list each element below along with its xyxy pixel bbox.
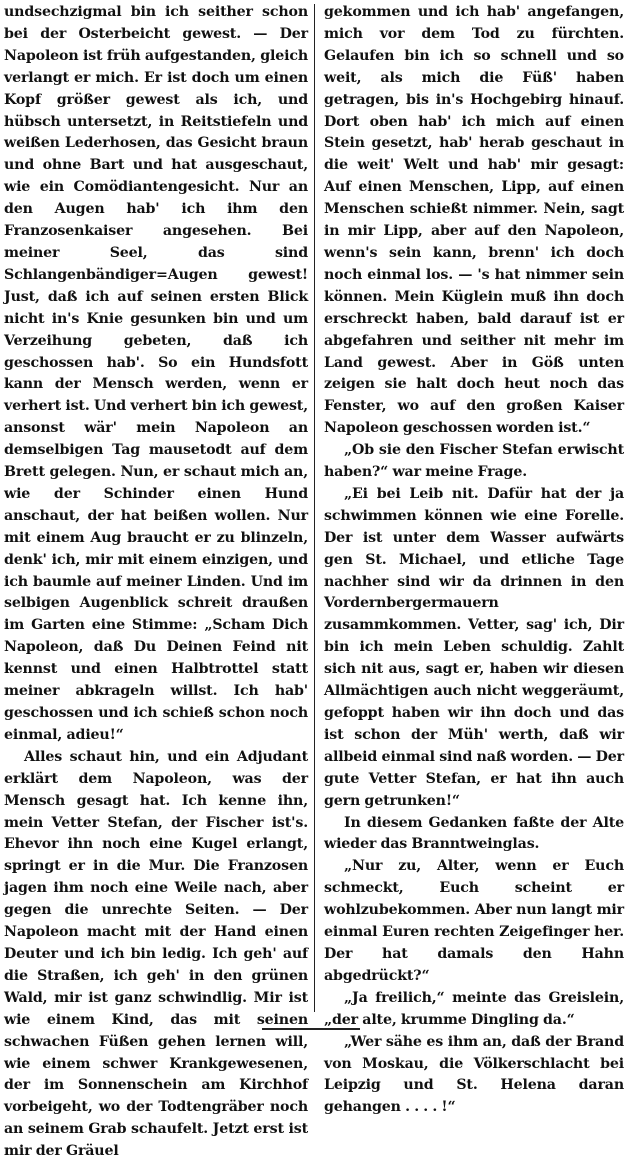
paragraph: undsechzigmal bin ich seither schon bei der Osterbeicht gewest. — Der Napoleon ist früh aufgestanden, gleich verlangt er mich. Er ist doch um einen Kopf größer gewest als ich, und hübsch untersetzt, in Reitstiefeln und weißen Lederhosen, das Gesicht braun und ohne Bart und hat ausgeschaut, wie ein Comödiantengesicht. Nur an den Augen hab' ich ihm den Franzosenkaiser angesehen. Bei meiner Seel, das sind Schlangenbändiger=Augen gewest! Just, daß ich auf seinen ersten Blick nicht in's Knie gesunken bin und um Verzeihung gebeten, daß ich geschossen hab'. So ein Hundsfott kann der Mensch werden, wenn er verhert ist. Und verhert bin ich gewest, ansonst wär' mein Napoleon an demselbigen Tag mausetodt auf dem Brett gelegen. Nun, er schaut mich an, wie der Schinder einen Hund anschaut, der hat beißen wollen. Nur mit einem Aug braucht er zu blinzeln, denk' ich, mir mit einem einzigen, und ich baumle auf meiner Linden. Und im selbigen Augenblick schreit draußen im Garten eine Stimme: „Scham Dich Napoleon, daß Du Deinen Feind nit kennst und einen Halbtrottel statt meiner abkrageln willst. Ich hab' geschossen und ich schieß schon noch einmal, adieu!“ (4, 4, 308, 743)
paragraph: „Wer sähe es ihm an, daß der Brand von Moskau, die Völkerschlacht bei Leipzig und St. Helena daran gehangen . . . . !“ (324, 1033, 624, 1116)
column-divider (314, 4, 315, 1012)
paragraph: Alles schaut hin, und ein Adjudant erklärt dem Napoleon, was der Mensch gesagt hat. Ich kenne ihn, mein Vetter Stefan, der Fischer ist's. Ehevor ihn noch eine Kugel erlangt, springt er in die Mur. Die Franzosen jagen ihm noch eine Weile nach, aber gegen die unrechte Seiten. — Der Napoleon macht mit der Hand einen Deuter und ich bin ledig. Ich geh' auf die Straßen, ich geh' in den grünen Wald, mir ist ganz schwindlig. Mir ist wie einem Kind, das mit seinen schwachen Füßen gehen lernen will, wie einem schwer Krankgewesenen, der im Sonnenschein am Kirchhof vorbeigeht, wo der Todtengräber noch an seinem Grab schaufelt. Jetzt erst ist mir der Gräuel (4, 748, 308, 1160)
paragraph: gekommen und ich hab' angefangen, mich vor dem Tod zu fürchten. Gelaufen bin ich so schnell und so weit, als mich die Füß' haben getragen, bis in's Hochgebirg hinauf. Dort oben hab' ich mich auf einen Stein gesetzt, hab' herab geschaut in die weit' Welt und hab' mir gesagt: Auf einen Menschen, Lipp, auf einen Menschen schießt nimmer. Nein, sagt in mir Lipp, aber auf den Napoleon, wenn's sein kann, brenn' ich doch noch einmal los. — 's hat nimmer sein können. Mein Küglein muß ihn doch erschreckt haben, bald darauf ist er abgefahren und seither nit mehr im Land gewest. Aber in Göß unten zeigen sie halt doch heut noch das Fenster, wo auf den großen Kaiser Napoleon geschossen worden ist.“ (324, 4, 624, 437)
paragraph: „Ob sie den Fischer Stefan erwischt haben?“ war meine Frage. (324, 442, 624, 481)
paragraph: In diesem Gedanken faßte der Alte wieder das Branntweinglas. (324, 814, 624, 853)
end-rule (262, 1028, 360, 1030)
paragraph: „Ei bei Leib nit. Dafür hat der ja schwimmen können wie eine Forelle. Der ist unter dem Wasser aufwärts gen St. Michael, und etliche Tage nachher sind wir da drinnen in den Vordernbergermauern zusammkommen. Vetter, sag' ich, Dir bin ich mein Leben schuldig. Zahlt sich nit aus, sagt er, haben wir diesen Allmächtigen auch nicht weggeräumt, gefoppt haben wir ihn doch und das ist schon der Müh' werth, daß wir allbeid einmal sind naß worden. — Der gute Vetter Stefan, er hat ihn auch gern getrunken!“ (324, 485, 624, 809)
left-column (4, 2, 308, 1163)
paragraph: „Ja freilich,“ meinte das Greislein, „der alte, krumme Dingling da.“ (324, 989, 624, 1028)
right-column (324, 2, 624, 1119)
paragraph: „Nur zu, Alter, wenn er Euch schmeckt, Euch scheint er wohlzubekommen. Aber nun langt mir einmal Euren rechten Zeigefinger her. Der hat damals den Hahn abgedrückt?“ (324, 858, 624, 984)
